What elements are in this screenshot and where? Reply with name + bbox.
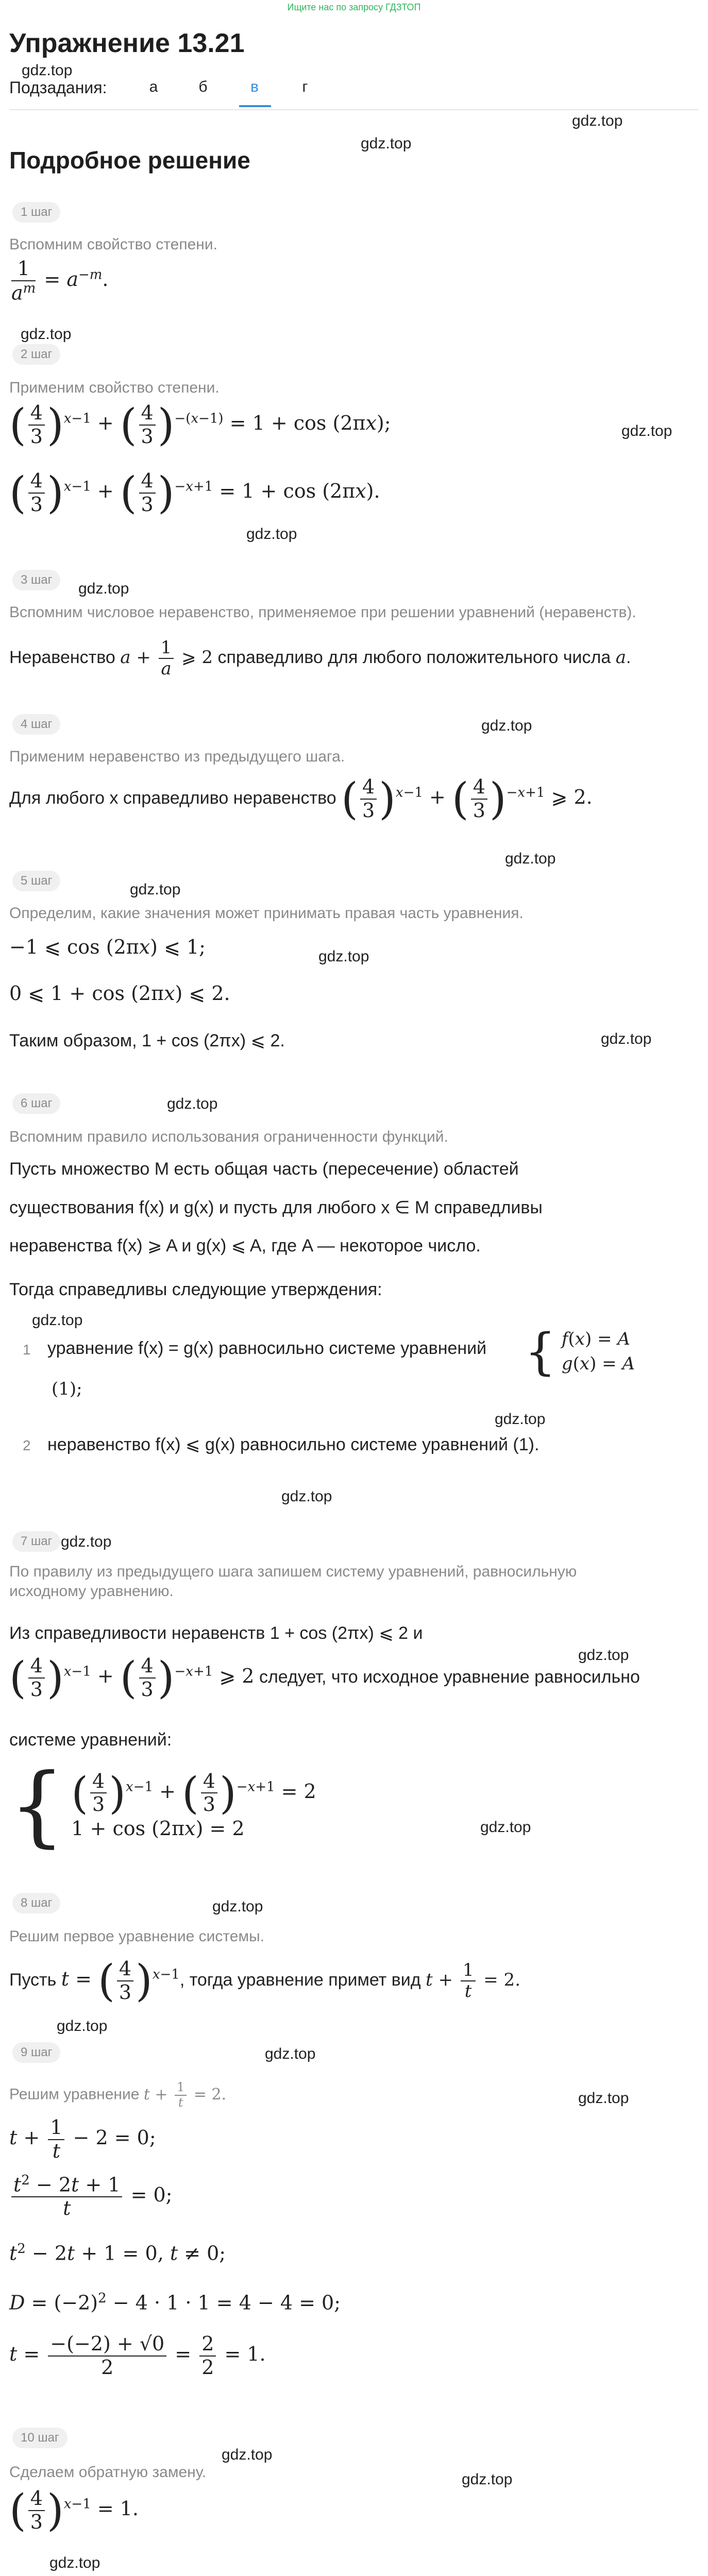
subtasks-label: Подзадания: bbox=[9, 78, 107, 97]
watermark: gdz.top bbox=[462, 2471, 513, 2488]
list-item-ref: (1); bbox=[52, 1379, 82, 1399]
watermark: gdz.top bbox=[246, 526, 297, 543]
subtask-tab-v[interactable]: в bbox=[250, 78, 259, 95]
formula-inequality-2: 0 ⩽ 1 + cos (2πx) ⩽ 2. bbox=[9, 982, 230, 1005]
watermark: gdz.top bbox=[222, 2446, 273, 2463]
divider bbox=[9, 109, 699, 110]
watermark: gdz.top bbox=[621, 422, 672, 439]
watermark: gdz.top bbox=[481, 717, 532, 734]
formula-step-9-line-3: $t^2 - 2t + 1 = 0$, t ≠ 0; bbox=[9, 2241, 226, 2265]
step-hint: Вспомним правило использования ограниченности функций. bbox=[9, 1128, 448, 1145]
top-search-hint[interactable]: Ищите нас по запросу ГДЗТОП bbox=[287, 2, 421, 12]
step-text: Таким образом, 1 + cos (2πx) ⩽ 2. bbox=[9, 1031, 285, 1050]
formula-equation-1: ( $\frac{4}{3}$ )$^{x-1}$ + ( $\frac{4}{3}$ )$^{-(x-1)}$ = 1 + cos (2πx); bbox=[9, 399, 391, 450]
step-hint: По правилу из предыдущего шага запишем систему уравнений, равносильную bbox=[9, 1563, 577, 1580]
step-text: Неравенство a + $\frac{1}{a}$ ⩾ 2 справедливо для любого положительного числа a. bbox=[9, 637, 631, 680]
formula-step-9-line-1: t + $\frac{1}{t}$ − 2 = 0; bbox=[9, 2116, 156, 2162]
watermark: gdz.top bbox=[578, 1647, 629, 1664]
step-text: системе уравнений: bbox=[9, 1730, 172, 1750]
watermark: gdz.top bbox=[505, 850, 556, 867]
watermark: gdz.top bbox=[361, 135, 412, 152]
watermark: gdz.top bbox=[572, 112, 623, 129]
step-badge: 9 шаг bbox=[12, 2042, 60, 2063]
step-badge: 6 шаг bbox=[12, 1093, 60, 1114]
step-text: Пусть t = ( $\frac{4}{3}$ )$^{x-1}$, тогда уравнение примет вид t + $\frac{1}{t}$ = 2. bbox=[9, 1955, 520, 2006]
formula-step-9-line-4: $D = (-2)^2 - 4 \cdot 1 \cdot 1 = 4 - 4 = 0$; bbox=[9, 2291, 341, 2314]
watermark: gdz.top bbox=[57, 2018, 108, 2035]
step-hint: исходному уравнению. bbox=[9, 1583, 174, 1600]
subtask-tab-b[interactable]: б bbox=[198, 78, 208, 95]
step-badge: 4 шаг bbox=[12, 714, 60, 735]
watermark: gdz.top bbox=[22, 62, 73, 79]
formula-inverse-substitution: ( $\frac{4}{3}$ )$^{x-1}$ = 1. bbox=[9, 2485, 139, 2536]
subtask-tab-a[interactable]: а bbox=[149, 78, 158, 95]
list-item: уравнение f(x) = g(x) равносильно системе уравнений bbox=[47, 1338, 487, 1358]
watermark: gdz.top bbox=[61, 1533, 112, 1550]
solution-heading: Подробное решение bbox=[9, 147, 250, 174]
formula-equation-2: ( $\frac{4}{3}$ )$^{x-1}$ + ( $\frac{4}{3}$ )$^{-x+1}$ = 1 + cos (2πx). bbox=[9, 467, 380, 518]
watermark: gdz.top bbox=[318, 948, 369, 965]
watermark: gdz.top bbox=[32, 1312, 83, 1329]
watermark: gdz.top bbox=[212, 1898, 263, 1915]
formula-system: { f(x) = A g(x) = A bbox=[525, 1323, 635, 1381]
watermark: gdz.top bbox=[78, 580, 129, 597]
watermark: gdz.top bbox=[480, 1819, 531, 1836]
step-hint: Применим свойство степени. bbox=[9, 379, 220, 396]
watermark: gdz.top bbox=[167, 1095, 218, 1112]
watermark: gdz.top bbox=[49, 2554, 100, 2571]
watermark: gdz.top bbox=[265, 2045, 316, 2062]
formula-system-of-equations: { ( $\frac{4}{3}$ )$^{x-1}$ + ( $\frac{4}{3}$ )$^{-x+1}$ = 2 1 + cos (2πx) = 2 bbox=[9, 1755, 316, 1857]
step-text: Тогда справедливы следующие утверждения: bbox=[9, 1280, 382, 1299]
watermark: gdz.top bbox=[130, 881, 181, 898]
step-hint: Определим, какие значения может принимать правая часть уравнения. bbox=[9, 905, 524, 922]
watermark: gdz.top bbox=[281, 1488, 332, 1505]
subtask-tab-g[interactable]: г bbox=[302, 78, 308, 95]
list-number: 2 bbox=[23, 1437, 31, 1453]
active-tab-indicator bbox=[239, 105, 271, 107]
page-title: Упражнение 13.21 bbox=[9, 28, 245, 58]
step-badge: 7 шаг bbox=[12, 1531, 60, 1552]
formula-step-9-line-2: $\frac{t^2 - 2t + 1}{t}$ = 0; bbox=[9, 2173, 172, 2220]
step-badge: 8 шаг bbox=[12, 1893, 60, 1913]
step-hint: Применим неравенство из предыдущего шага. bbox=[9, 748, 345, 765]
list-item: неравенство f(x) ⩽ g(x) равносильно системе уравнений (1). bbox=[47, 1435, 540, 1454]
step-hint: Вспомним свойство степени. bbox=[9, 236, 217, 253]
step-hint: Вспомним числовое неравенство, применяемое при решении уравнений (неравенств). bbox=[9, 604, 636, 621]
step-hint: Решим уравнение t + $\frac{1}{t}$ = 2. bbox=[9, 2080, 227, 2110]
step-hint: Решим первое уравнение системы. bbox=[9, 1928, 265, 1945]
step-text: Пусть множество M есть общая часть (пересечение) областей bbox=[9, 1159, 519, 1179]
step-hint: Сделаем обратную замену. bbox=[9, 2464, 207, 2481]
formula-power-property: $\frac{1}{a^m}$ = $a^{-m}$. bbox=[11, 257, 109, 304]
step-badge: 2 шаг bbox=[12, 344, 60, 365]
step-text: Для любого x справедливо неравенство ( $\frac{4}{3}$ )$^{x-1}$ + ( $\frac{4}{3}$ )$^{-x+1}$ ⩾ 2. bbox=[9, 773, 593, 824]
step-badge: 1 шаг bbox=[12, 202, 60, 223]
list-number: 1 bbox=[23, 1342, 31, 1358]
watermark: gdz.top bbox=[495, 1411, 546, 1428]
formula-inequality-1: −1 ⩽ cos (2πx) ⩽ 1; bbox=[9, 936, 206, 958]
step-text: существования f(x) и g(x) и пусть для любого x ∈ M справедливы bbox=[9, 1198, 543, 1217]
step-badge: 10 шаг bbox=[12, 2428, 68, 2448]
step-badge: 3 шаг bbox=[12, 570, 60, 590]
step-text: неравенства f(x) ⩾ A и g(x) ⩽ A, где A — некоторое число. bbox=[9, 1236, 481, 1256]
step-badge: 5 шаг bbox=[12, 871, 60, 891]
step-text: ( $\frac{4}{3}$ )$^{x-1}$ + ( $\frac{4}{3}$ )$^{-x+1}$ ⩾ 2 следует, что исходное уравнение равносильно bbox=[9, 1652, 640, 1703]
formula-step-9-line-5: t = $\frac{-(-2) + √0}{2}$ = $\frac{2}{2}$ = 1. bbox=[9, 2332, 266, 2379]
watermark: gdz.top bbox=[601, 1030, 652, 1047]
step-text: Из справедливости неравенств 1 + cos (2πx) ⩽ 2 и bbox=[9, 1623, 423, 1643]
watermark: gdz.top bbox=[21, 326, 72, 343]
watermark: gdz.top bbox=[578, 2090, 629, 2107]
